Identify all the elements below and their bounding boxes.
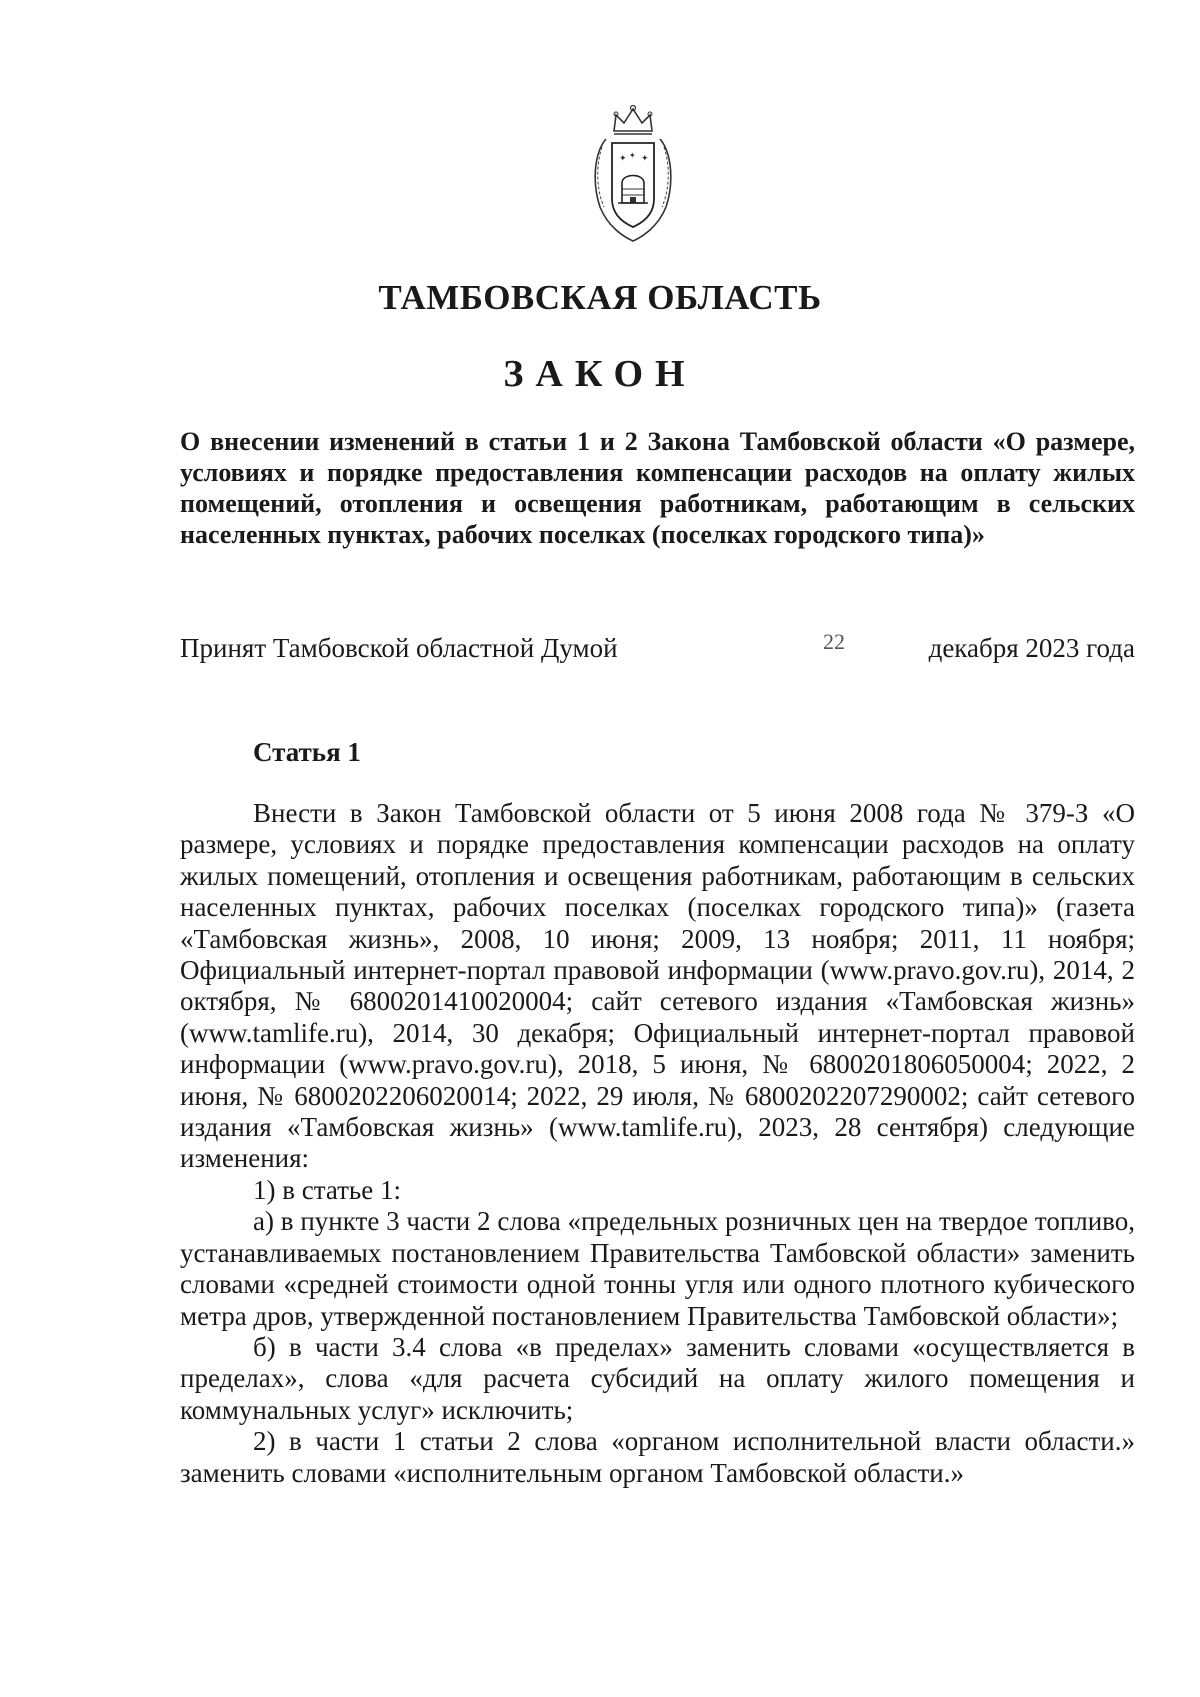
svg-text:✦: ✦ [629, 151, 636, 160]
article-heading: Статья 1 [253, 737, 361, 767]
adoption-day: 22 [823, 629, 845, 654]
adoption-month-year: декабря 2023 года [928, 633, 1135, 663]
adopted-by: Принят Тамбовской областной Думой [180, 633, 618, 663]
article-paragraph: а) в пункте 3 части 2 слова «предельных розничных цен на твердое топливо, устанавливаемых постановлением Правительства Тамбовской области» заменить словами «средней стоимости одной тонны угля или одного плотного кубического метра дров, утвержденной постановлением Правительства Тамбовской области»; [180, 1206, 1135, 1331]
article-paragraph: б) в части 3.4 слова «в пределах» заменить словами «осуществляется в пределах», слова «для расчета субсидий на оплату жилого помещения и коммунальных услуг» исключить; [180, 1331, 1135, 1425]
tambov-coat-of-arms-icon [586, 103, 680, 243]
article-body [180, 798, 1135, 1489]
document-type: ЗАКОН [503, 353, 697, 395]
region-name: ТАМБОВСКАЯ ОБЛАСТЬ [378, 278, 822, 317]
article-paragraph: 1) в статье 1: [253, 1174, 401, 1205]
law-title: О внесении изменений в статьи 1 и 2 Закона Тамбовской области «О размере, условиях и порядке предоставления компенсации расходов на оплату жилых помещений, отопления и освещения работникам, работающим в сельских населенных пунктах, рабочих поселках (поселках городского типа)» [180, 427, 1135, 549]
svg-text:✦: ✦ [641, 154, 649, 164]
article-paragraph: Внести в Закон Тамбовской области от 5 июня 2008 года № 379-З «О размере, условиях и порядке предоставления компенсации расходов на оплату жилых помещений, отопления и освещения работникам, работающим в сельских населенных пунктах, рабочих поселках (поселках городского типа)» (газета «Тамбовская жизнь», 2008, 10 июня; 2009, 13 ноября; 2011, 11 ноября; Официальный интернет-портал правовой информации (www.pravo.gov.ru), 2014, 2 октября, № 6800201410020004; сайт сетевого издания «Тамбовская жизнь» (www.tamlife.ru), 2014, 30 декабря; Официальный интернет-портал правовой информации (www.pravo.gov.ru), 2018, 5 июня, № 6800201806050004; 2022, 2 июня, № 6800202206020014; 2022, 29 июля, № 6800202207290002; сайт сетевого издания «Тамбовская жизнь» (www.tamlife.ru), 2023, 28 сентября) следующие изменения: [180, 798, 1135, 1174]
article-paragraph: 2) в части 1 статьи 2 слова «органом исполнительной власти области.» заменить словами «исполнительным органом Тамбовской области.» [180, 1426, 1135, 1488]
svg-text:✦: ✦ [619, 154, 627, 164]
